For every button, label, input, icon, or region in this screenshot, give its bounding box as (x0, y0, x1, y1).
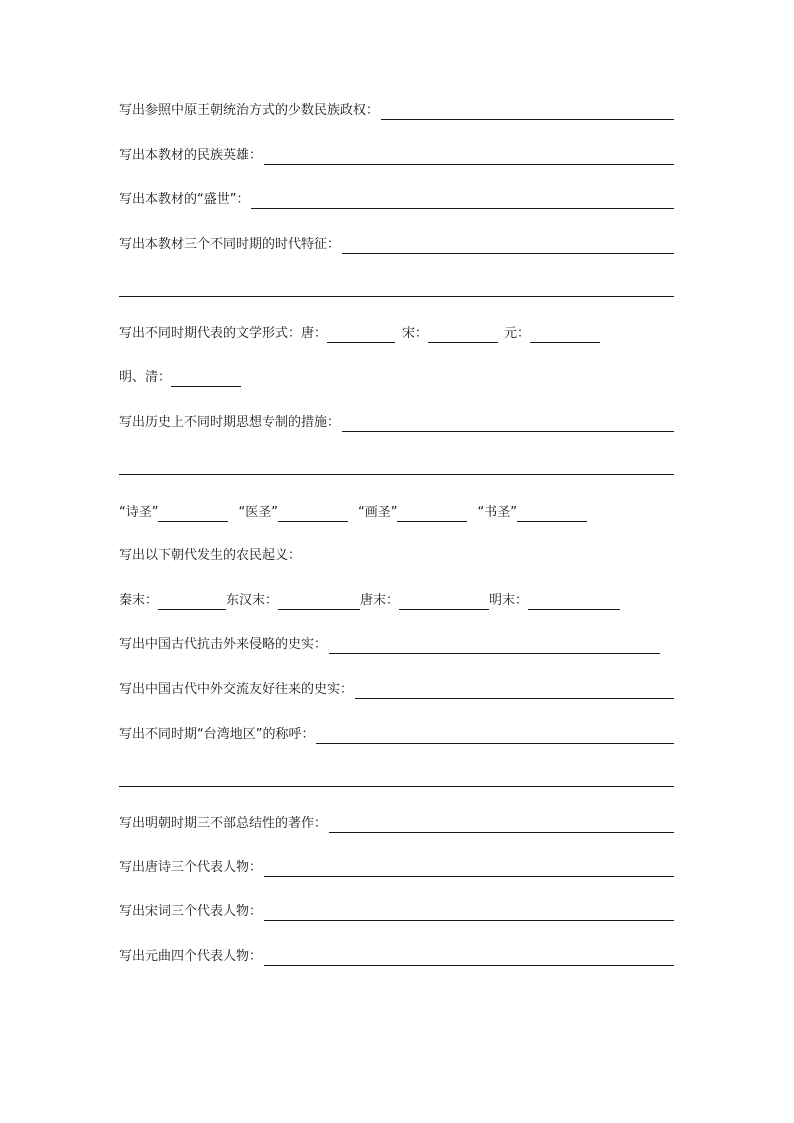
question-label: 写出本教材的“盛世”： (119, 192, 250, 207)
question-row-golden-ages (119, 189, 674, 209)
question-row-peasant-uprisings (119, 545, 674, 565)
question-row-ming-qing (119, 367, 674, 387)
question-label: 写出以下朝代发生的农民起义： (119, 548, 302, 563)
label-sage-calligraphy: “书圣” (477, 505, 517, 520)
question-row-minority-regimes (119, 100, 674, 120)
label-donghan: 东汉末： (226, 593, 279, 608)
question-row-foreign-exchange (119, 679, 674, 699)
answer-blank[interactable] (329, 818, 674, 833)
question-label: 写出本教材的民族英雄： (119, 148, 263, 163)
answer-blank[interactable] (381, 105, 674, 120)
question-label: 写出中国古代抗击外来侵略的史实： (119, 637, 328, 652)
question-label: 写出明朝时期三不部总结性的著作： (119, 816, 328, 831)
question-label: 写出不同时期“台湾地区”的称呼： (119, 727, 315, 742)
answer-blank-sage-calligraphy[interactable] (517, 507, 587, 522)
answer-blank[interactable] (264, 150, 674, 165)
answer-blank[interactable] (264, 951, 674, 966)
label-tang: 唐： (301, 326, 328, 341)
question-row-yuan-qu-writers (119, 946, 674, 966)
question-label: 写出参照中原王朝统治方式的少数民族政权： (119, 103, 380, 118)
question-row-era-features (119, 234, 674, 254)
answer-line-continued[interactable] (119, 474, 674, 475)
answer-blank-song[interactable] (428, 328, 498, 343)
answer-blank-ming-qing[interactable] (171, 372, 241, 387)
label-qin: 秦末： (119, 593, 159, 608)
question-row-national-heroes (119, 145, 674, 165)
question-label: 写出不同时期代表的文学形式： (119, 326, 302, 341)
question-row-ming-works (119, 813, 674, 833)
answer-blank[interactable] (355, 684, 674, 699)
label-sage-poetry: “诗圣” (119, 505, 159, 520)
question-label: 写出元曲四个代表人物： (119, 949, 263, 964)
label-sage-painting: “画圣” (357, 505, 398, 520)
question-row-tang-poets (119, 857, 674, 877)
question-row-sages (119, 502, 674, 522)
answer-blank[interactable] (342, 417, 674, 432)
answer-blank-sage-poetry[interactable] (158, 507, 228, 522)
label-song: 宋： (402, 326, 429, 341)
question-row-thought-control (119, 412, 674, 432)
question-row-song-ci-poets (119, 901, 674, 921)
question-label: 写出唐诗三个代表人物： (119, 860, 263, 875)
answer-blank-sage-painting[interactable] (397, 507, 467, 522)
answer-blank[interactable] (264, 862, 674, 877)
question-label: 写出本教材三个不同时期的时代特征： (119, 237, 341, 252)
label-ming-qing: 明、清： (119, 370, 172, 385)
question-row-uprisings-by-dynasty (119, 590, 674, 610)
answer-blank[interactable] (251, 194, 674, 209)
label-ming-end: 明末： (489, 593, 529, 608)
question-label: 写出历史上不同时期思想专制的措施： (119, 415, 341, 430)
answer-blank-ming-end[interactable] (528, 595, 620, 610)
answer-line-continued[interactable] (119, 296, 674, 297)
answer-blank-sage-medicine[interactable] (278, 507, 348, 522)
question-row-taiwan-names (119, 724, 674, 744)
label-tang-end: 唐末： (360, 593, 400, 608)
question-label: 写出中国古代中外交流友好往来的史实： (119, 682, 354, 697)
answer-blank-yuan[interactable] (530, 328, 600, 343)
label-sage-medicine: “医圣” (238, 505, 278, 520)
answer-blank-donghan[interactable] (278, 595, 360, 610)
question-row-literary-forms (119, 323, 674, 343)
label-yuan: 元： (504, 326, 531, 341)
question-label: 写出宋词三个代表人物： (119, 904, 263, 919)
answer-blank[interactable] (329, 639, 660, 654)
question-row-resisting-invasion (119, 634, 660, 654)
answer-blank[interactable] (342, 239, 674, 254)
answer-line-continued[interactable] (119, 786, 674, 787)
answer-blank-qin[interactable] (158, 595, 226, 610)
answer-blank[interactable] (316, 729, 674, 744)
answer-blank[interactable] (264, 906, 674, 921)
answer-blank-tang-end[interactable] (399, 595, 489, 610)
answer-blank-tang[interactable] (327, 328, 395, 343)
